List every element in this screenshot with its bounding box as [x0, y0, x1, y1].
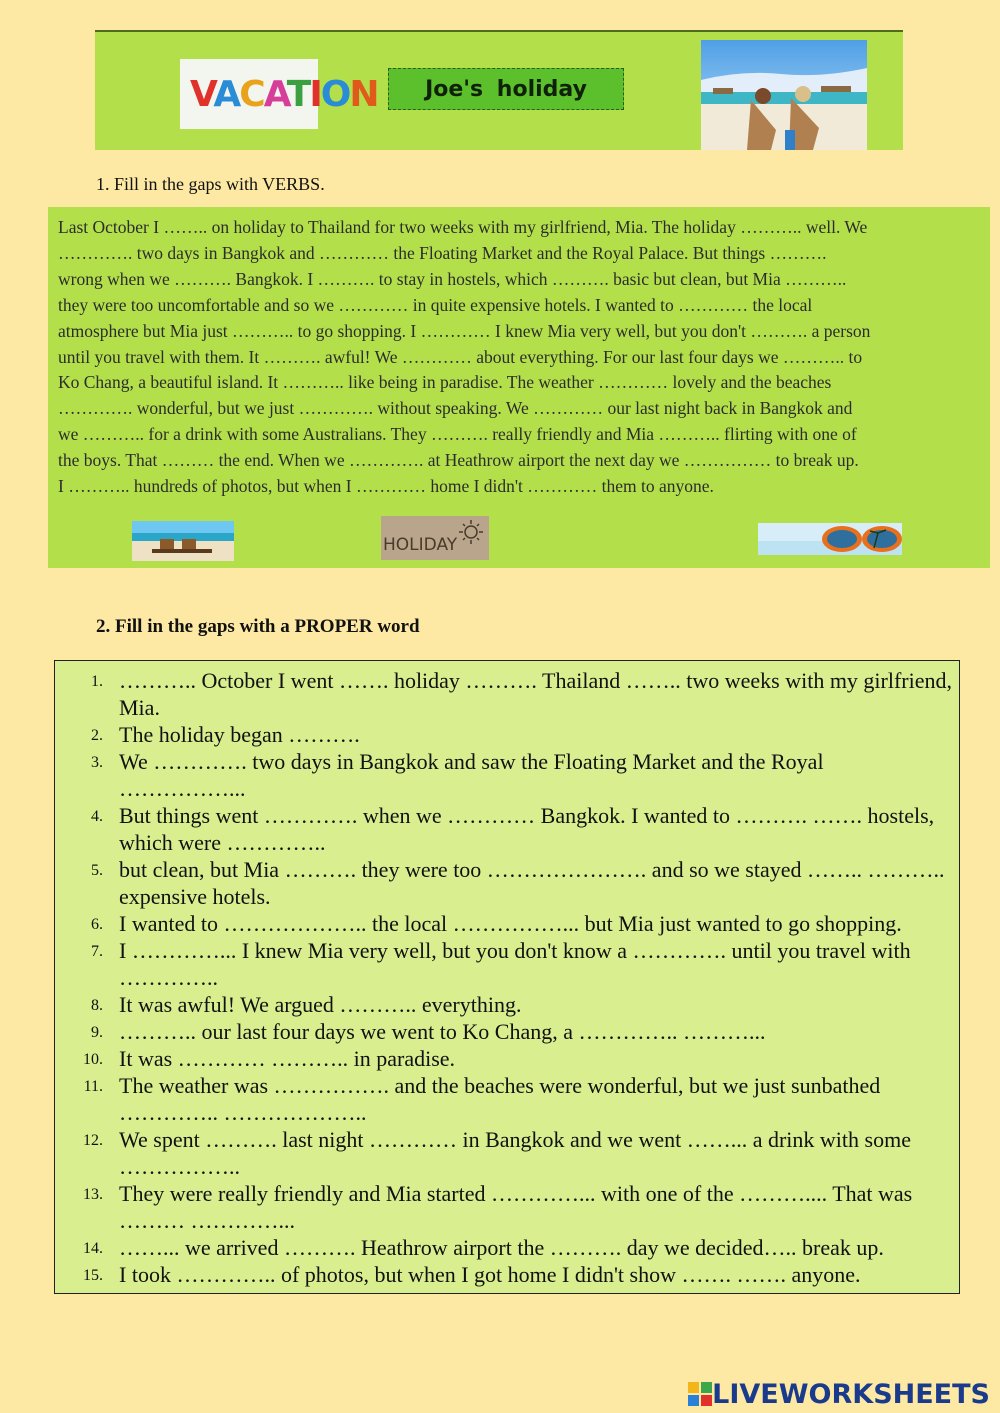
- liveworksheets-logo: [688, 1378, 990, 1410]
- question-number: 5.: [91, 862, 103, 879]
- holiday-sand-photo: [381, 516, 489, 560]
- question-item: [55, 1180, 959, 1234]
- question-item: [55, 856, 959, 910]
- question-text: They were really friendly and Mia started …………... with one of the ……….... That was ……… …………...: [119, 1181, 913, 1233]
- question-text: It was ………… ……….. in paradise.: [119, 1046, 456, 1071]
- question-number: 2.: [91, 727, 103, 744]
- passage-line: until you travel with them. It ………. awful! We ………… about everything. For our last four days we ……….. to: [58, 346, 863, 367]
- question-item: [55, 1261, 959, 1288]
- question-text: ……... we arrived ………. Heathrow airport the ………. day we decided….. break up.: [119, 1235, 884, 1260]
- question-text: But things went …………. when we ………… Bangkok. I wanted to ………. ……. hostels, which were …………..: [119, 803, 935, 855]
- question-number: 6.: [91, 916, 103, 933]
- questions-panel: [54, 660, 960, 1294]
- question-text: The holiday began ……….: [119, 722, 360, 747]
- question-number: 7.: [91, 943, 103, 960]
- liveworksheets-blocks-icon: [688, 1382, 712, 1406]
- passage-line: wrong when we ………. Bangkok. I ………. to stay in hostels, which ………. basic but clean, but Mia ………..: [58, 268, 847, 289]
- question-item: [55, 1072, 959, 1126]
- vacation-logo: [180, 59, 378, 129]
- page-title: Joe's holiday: [388, 68, 624, 110]
- passage-line: Ko Chang, a beautiful island. It ……….. like being in paradise. The weather ………… lovely and the beaches: [58, 372, 832, 393]
- question-item: [55, 667, 959, 721]
- question-text: The weather was ……………. and the beaches were wonderful, but we just sunbathed ………….. ………………..: [119, 1073, 881, 1125]
- question-number: 9.: [91, 1024, 103, 1041]
- question-number: 12.: [83, 1132, 103, 1149]
- question-number: 14.: [83, 1240, 103, 1257]
- question-text: ……….. our last four days we went to Ko Chang, a ………….. ………...: [119, 1019, 766, 1044]
- question-number: 1.: [91, 673, 103, 690]
- question-number: 10.: [83, 1051, 103, 1068]
- passage-line: …………. two days in Bangkok and ………… the Floating Market and the Royal Palace. But things ……….: [58, 242, 827, 263]
- header-banner: [95, 30, 903, 150]
- section1-instruction: 1. Fill in the gaps with VERBS.: [96, 174, 325, 194]
- question-item: [55, 748, 959, 802]
- gap-fill-passage: [58, 215, 970, 500]
- question-text: but clean, but Mia ………. they were too …………………. and so we stayed …….. ……….. expensive hotels.: [119, 857, 945, 909]
- question-item: [55, 1045, 959, 1072]
- question-number: 4.: [91, 808, 103, 825]
- question-text: I wanted to ……………….. the local ……………... but Mia just wanted to go shopping.: [119, 911, 902, 936]
- question-item: [55, 802, 959, 856]
- holiday-sign-text: HOLIDAY: [383, 535, 458, 555]
- question-number: 3.: [91, 754, 103, 771]
- question-text: We spent ………. last night ………… in Bangkok and we went ……... a drink with some ……………..: [119, 1127, 911, 1179]
- vacation-logo-letters: VACATION: [190, 74, 378, 115]
- sunglasses-beach-photo: [758, 523, 902, 555]
- question-item: [55, 1018, 959, 1045]
- section2-instruction: 2. Fill in the gaps with a PROPER word: [96, 616, 420, 637]
- question-item: [55, 721, 959, 748]
- question-text: We …………. two days in Bangkok and saw the Floating Market and the Royal ……………...: [119, 749, 824, 801]
- question-list: [55, 667, 959, 1288]
- beach-chairs-photo: [701, 40, 867, 150]
- passage-line: they were too uncomfortable and so we ………… in quite expensive hotels. I wanted to ………… the local: [58, 294, 813, 315]
- passage-line: we ……….. for a drink with some Australians. They ………. really friendly and Mia ……….. flirting with one of: [58, 424, 857, 445]
- question-number: 13.: [83, 1186, 103, 1203]
- question-number: 15.: [83, 1267, 103, 1284]
- question-item: [55, 991, 959, 1018]
- passage-line: I ……….. hundreds of photos, but when I ………… home I didn't ………… them to anyone.: [58, 476, 714, 497]
- passage-line: the boys. That ……… the end. When we …………. at Heathrow airport the next day we …………… to break up.: [58, 450, 859, 471]
- question-number: 11.: [83, 1078, 103, 1095]
- beach-loungers-photo: [132, 521, 234, 561]
- question-item: [55, 1126, 959, 1180]
- question-text: ……….. October I went ……. holiday ………. Thailand …….. two weeks with my girlfriend, Mia.: [119, 668, 953, 720]
- question-text: It was awful! We argued ……….. everything.: [119, 992, 522, 1017]
- passage-line: Last October I …….. on holiday to Thailand for two weeks with my girlfriend, Mia. The holiday ……….. well. We: [58, 217, 868, 237]
- question-item: [55, 1234, 959, 1261]
- footer-brand: LIVEWORKSHEETS: [712, 1378, 990, 1410]
- question-text: I …………... I knew Mia very well, but you don't know a …………. until you travel with …………..: [119, 938, 911, 990]
- question-number: 8.: [91, 997, 103, 1014]
- question-text: I took ………….. of photos, but when I got home I didn't show ……. ……. anyone.: [119, 1262, 861, 1287]
- passage-panel: [48, 207, 990, 568]
- question-item: [55, 937, 959, 991]
- question-item: [55, 910, 959, 937]
- passage-line: …………. wonderful, but we just …………. without speaking. We ………… our last night back in Bangkok and: [58, 398, 853, 419]
- passage-line: atmosphere but Mia just ……….. to go shopping. I ………… I knew Mia very well, but you don't ………. a person: [58, 320, 871, 341]
